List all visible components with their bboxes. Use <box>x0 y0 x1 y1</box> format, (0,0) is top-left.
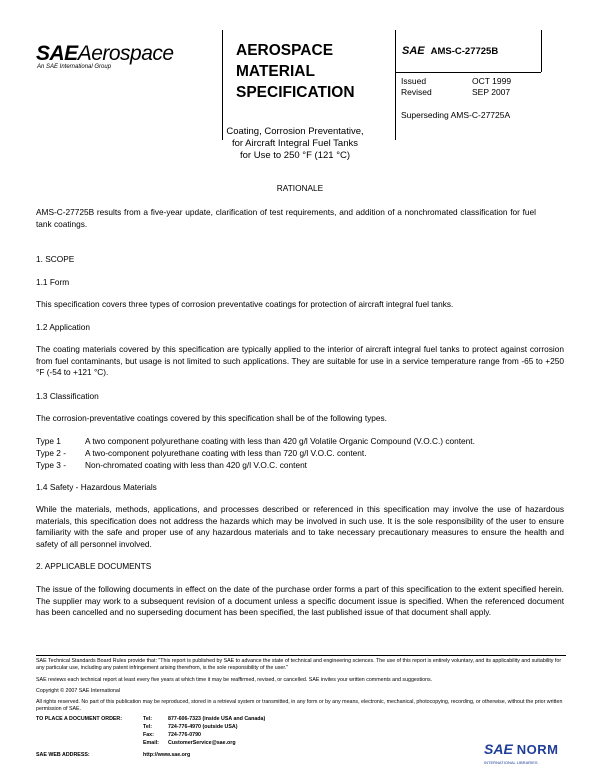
rationale-heading: RATIONALE <box>276 183 324 193</box>
doc-number-text: AMS-C-27725B <box>430 46 499 57</box>
subtitle-line-2: for Aircraft Integral Fuel Tanks <box>231 138 359 149</box>
section-1-3-heading: 1.3 Classification <box>36 391 99 401</box>
document-number <box>402 45 498 57</box>
section-2-text: The issue of the following documents in effect on the date of the purchase order forms a part of this specification to the extent specified herein. The supplier may work to a subsequent revision of a document unless a specific document issue is specified. When the referenced document has been cancelled and no superseding document has been specified, the last published issue of that document shall apply. <box>36 584 564 617</box>
section-1-3-text: The corrosion-preventative coatings covered by this specification shall be of the following types. <box>36 413 387 423</box>
subtitle-line-3: for Use to 250 °F (121 °C) <box>239 150 351 161</box>
sae-norm-logo <box>484 741 558 757</box>
document-subtitle <box>200 126 390 162</box>
tel-label: Tel: <box>143 716 153 722</box>
footer-rights-note: All rights reserved. No part of this publication may be reproduced, stored in a retrieval system or transmitted, in any form or by any means, electronic, mechanical, photocopying, recording, or otherwise, without the prior written permission of SAE. <box>36 699 563 712</box>
revised-label: Revised <box>401 87 432 97</box>
header-box-right <box>541 30 542 72</box>
fax-label: Fax: <box>143 732 154 738</box>
logo-subtitle: An SAE International Group <box>37 64 112 70</box>
issued-date: OCT 1999 <box>472 76 512 86</box>
norm-sae-text: SAE <box>484 741 513 757</box>
header-rule-doc <box>395 72 541 73</box>
fax-value: 724-776-0790 <box>168 732 201 738</box>
header-divider-right <box>395 30 396 140</box>
type-2-label: Type 2 - <box>36 448 66 458</box>
title-line-1: AEROSPACE <box>236 42 334 59</box>
superseding-note: Superseding AMS-C-27725A <box>401 110 511 120</box>
section-1-2-text: The coating materials covered by this specification are typically applied to the interior of aircraft integral fuel tanks to protect against corrosion from fuel contaminants, but usage is not limited to such applications. They are suitable for use in a service temperature range from -65 to +250 °F (-54 to +121 °C). <box>36 344 564 377</box>
web-value[interactable]: http://www.sae.org <box>143 752 191 758</box>
issued-label: Issued <box>401 76 427 86</box>
tel2-value: 724-776-4970 (outside USA) <box>168 724 238 730</box>
header-divider-left <box>222 30 223 140</box>
type-1-text: A two component polyurethane coating with less than 420 g/l Volatile Organic Compound (V.O.C.) content. <box>85 436 475 446</box>
footer-review-note: SAE reviews each technical report at least every five years at which time it may be reaffirmed, revised, or cancelled. SAE invites your written comments and suggestions. <box>36 677 433 683</box>
section-1-1-heading: 1.1 Form <box>36 277 70 287</box>
section-1-4-text: While the materials, methods, applications, and processes described or referenced in this specification may involve the use of hazardous materials, this specification does not address the hazards which may be involved in such use. It is the sole responsibility of the user to ensure familiarity with the safe and proper use of any hazardous materials and to take necessary precautionary measures to ensure the health and safety of all personnel involved. <box>36 504 564 549</box>
norm-subtitle: INTERNATIONAL LIBRARIES <box>484 760 538 765</box>
section-1-4-heading: 1.4 Safety - Hazardous Materials <box>36 482 157 492</box>
rationale-text: AMS-C-27725B results from a five-year update, clarification of test requirements, and addition of a nonchromated classification for fuel tank coatings. <box>36 207 536 229</box>
tel2-label: Tel: <box>143 724 153 730</box>
tel-value: 877-606-7323 (inside USA and Canada) <box>168 716 266 722</box>
logo-aerospace-text: Aerospace <box>77 42 174 65</box>
footer-rules-note: SAE Technical Standards Board Rules provide that: "This report is published by SAE to advance the state of technical and engineering sciences. The use of this report is entirely voluntary, and its applicability and suitability for any particular use, including any patent infringement arising therefrom, is the sole responsibility of the user." <box>36 658 562 671</box>
type-3-label: Type 3 - <box>36 460 66 470</box>
subtitle-line-1: Coating, Corrosion Preventative, <box>226 126 364 137</box>
norm-word-text: NORM <box>516 742 559 757</box>
section-1-2-heading: 1.2 Application <box>36 322 90 332</box>
document-type-title <box>236 40 355 103</box>
email-value[interactable]: CustomerService@sae.org <box>168 740 236 746</box>
section-1-heading: 1. SCOPE <box>36 254 75 264</box>
doc-sae-mark: SAE <box>402 45 425 57</box>
sae-aerospace-logo <box>36 42 174 66</box>
logo-sae-text: SAE <box>36 42 78 65</box>
web-label: SAE WEB ADDRESS: <box>36 752 90 758</box>
title-line-2: MATERIAL <box>236 63 315 80</box>
title-line-3: SPECIFICATION <box>236 84 355 101</box>
footer-rule <box>36 655 566 656</box>
order-label: TO PLACE A DOCUMENT ORDER: <box>36 716 123 722</box>
section-2-heading: 2. APPLICABLE DOCUMENTS <box>36 561 152 571</box>
section-1-1-text: This specification covers three types of corrosion preventative coatings for protection of aircraft integral fuel tanks. <box>36 299 454 309</box>
type-2-text: A two-component polyurethane coating with less than 720 g/l V.O.C. content. <box>85 448 367 458</box>
footer-copyright: Copyright © 2007 SAE International <box>36 688 120 694</box>
email-label: Email: <box>143 740 159 746</box>
type-3-text: Non-chromated coating with less than 420 g/l V.O.C. content <box>85 460 307 470</box>
revised-date: SEP 2007 <box>472 87 511 97</box>
type-1-label: Type 1 <box>36 436 61 446</box>
